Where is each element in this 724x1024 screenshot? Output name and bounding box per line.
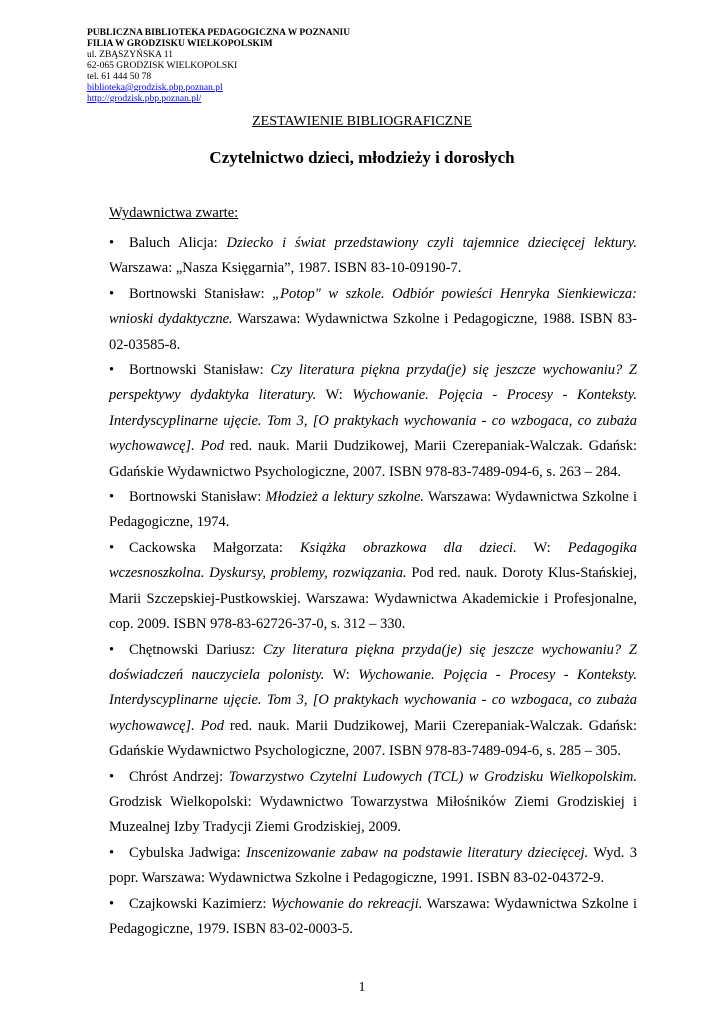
bibliography-entry [109, 358, 637, 485]
entry-in: W: [316, 387, 353, 404]
bullet: • [109, 235, 115, 251]
page-number: 1 [358, 980, 366, 995]
entry-source-title: Wychowanie. Pojęcia - Procesy - Konteksty. Interdyscyplinarne ujęcie. Tom 3, [O praktykach wychowania - co wzbogaca, co zubaża wychowawcę]. Pod [109, 387, 637, 455]
entry-title: Dziecko i świat przedstawiony czyli tajemnice dziecięcej lektury. [226, 235, 637, 251]
entry-publication: red. nauk. Marii Dudzikowej, Marii Czerepaniak-Walczak. Gdańsk: Gdańskie Wydawnictwo Psychologiczne, 2007. ISBN 978-83-7489-094-6, s. 263 – 284. [109, 438, 637, 480]
entry-source-title: Wychowanie. Pojęcia - Procesy - Konteksty. Interdyscyplinarne ujęcie. Tom 3, [O praktykach wychowania - co wzbogaca, co zubaża wychowawcę]. Pod [109, 666, 637, 734]
bullet: • [109, 489, 115, 506]
entry-source-title: Pedagogika wczesnoszkolna. Dyskursy, problemy, rozwiązania. [109, 539, 637, 582]
entry-author: Bortnowski Stanisław: [129, 489, 266, 506]
entry-publication: red. nauk. Marii Dudzikowej, Marii Czerepaniak-Walczak. Gdańsk: Gdańskie Wydawnictwo Psychologiczne, 2007. ISBN 978-83-7489-094-6, s. 285 – 305. [109, 717, 637, 760]
entry-author: Bortnowski Stanisław: [129, 362, 271, 379]
bullet: • [109, 768, 115, 785]
entry-publication: Warszawa: Wydawnictwa Szkolne i Pedagogiczne, 1974. [109, 489, 637, 531]
entry-author: Chętnowski Dariusz: [129, 641, 263, 658]
entry-author: Czajkowski Kazimierz: [129, 895, 272, 912]
entry-title: Młodzież a lektury szkolne. [265, 489, 425, 506]
header-city: 62-065 GRODZISK WIELKOPOLSKI [87, 61, 238, 71]
header-library-name: PUBLICZNA BIBLIOTEKA PEDAGOGICZNA W POZNANIU [87, 28, 351, 38]
entry-publication: Wyd. 3 popr. Warszawa: Wydawnictwa Szkolne i Pedagogiczne, 1991. ISBN 83-02-04372-9. [109, 844, 637, 887]
document-kind: ZESTAWIENIE BIBLIOGRAFICZNE [252, 114, 472, 129]
bibliography-entry [109, 638, 637, 765]
bibliography-entry [109, 536, 637, 638]
header-email-link[interactable]: biblioteka@grodzisk.pbp.poznan.pl [87, 83, 223, 93]
bullet: • [109, 844, 115, 861]
entry-title: Czy literatura piękna przyda(je) się jeszcze wychowaniu? Z perspektywy dydaktyka literatury. [109, 362, 637, 404]
bibliography-list [109, 231, 637, 942]
entry-in: W: [516, 539, 568, 556]
bibliography-entry [109, 892, 637, 943]
header-website-link[interactable]: http://grodzisk.pbp.poznan.pl/ [87, 94, 202, 104]
bullet: • [109, 539, 115, 556]
bullet: • [109, 362, 115, 379]
bibliography-entry [109, 282, 637, 358]
entry-title: „Potop" w szkole. Odbiór powieści Henryka Sienkiewicza: wnioski dydaktyczne. [109, 285, 637, 328]
header-branch-name: FILIA W GRODZISKU WIELKOPOLSKIM [87, 39, 273, 49]
entry-title: Wychowanie do rekreacji. [271, 895, 423, 912]
entry-author: Baluch Alicja: [129, 235, 227, 251]
bibliography-entry [109, 765, 637, 841]
entry-author: Cybulska Jadwiga: [129, 844, 247, 861]
entry-publication: Warszawa: Wydawnictwa Szkolne i Pedagogiczne, 1979. ISBN 83-02-0003-5. [109, 895, 638, 937]
bibliography-entry [109, 485, 637, 536]
entry-publication: Grodzisk Wielkopolski: Wydawnictwo Towarzystwa Miłośników Ziemi Grodziskiej i Muzealnej Izby Tradycji Ziemi Grodziskiej, 2009. [109, 793, 637, 836]
entry-author: Bortnowski Stanisław: [129, 285, 273, 302]
document-title: Czytelnictwo dzieci, młodzieży i dorosłych [209, 148, 515, 167]
entry-author: Cackowska Małgorzata: [129, 539, 300, 556]
header-phone: tel. 61 444 50 78 [87, 72, 152, 82]
entry-title: Czy literatura piękna przyda(je) się jeszcze wychowaniu? Z doświadczeń nauczyciela polonisty. [109, 641, 637, 683]
bullet: • [109, 895, 115, 912]
entry-title: Książka obrazkowa dla dzieci. [300, 539, 517, 556]
bullet: • [109, 641, 115, 658]
header-street: ul. ZBĄSZYŃSKA 11 [87, 50, 173, 60]
entry-publication: Warszawa: Wydawnictwa Szkolne i Pedagogiczne, 1988. ISBN 83-02-03585-8. [109, 311, 637, 353]
entry-title: Towarzystwo Czytelni Ludowych (TCL) w Grodzisku Wielkopolskim. [228, 768, 637, 785]
entry-author: Chróst Andrzej: [129, 768, 229, 785]
library-header [87, 28, 487, 105]
entry-publication: Pod red. nauk. Doroty Klus-Stańskiej, Marii Szczepskiej-Pustkowskiej. Warszawa: Wydawnictwa Akademickie i Profesjonalne, cop. 2009. ISBN 978-83-62726-37-0, s. 312 – 330. [109, 565, 638, 633]
bibliography-entry [109, 231, 637, 282]
bibliography-entry [109, 841, 637, 892]
section-heading: Wydawnictwa zwarte: [109, 205, 239, 221]
entry-title: Inscenizowanie zabaw na podstawie literatury dziecięcej. [246, 844, 589, 861]
entry-in: W: [324, 666, 359, 683]
entry-publication: Warszawa: „Nasza Księgarnia”, 1987. ISBN 83-10-09190-7. [109, 260, 462, 277]
bullet: • [109, 285, 115, 302]
